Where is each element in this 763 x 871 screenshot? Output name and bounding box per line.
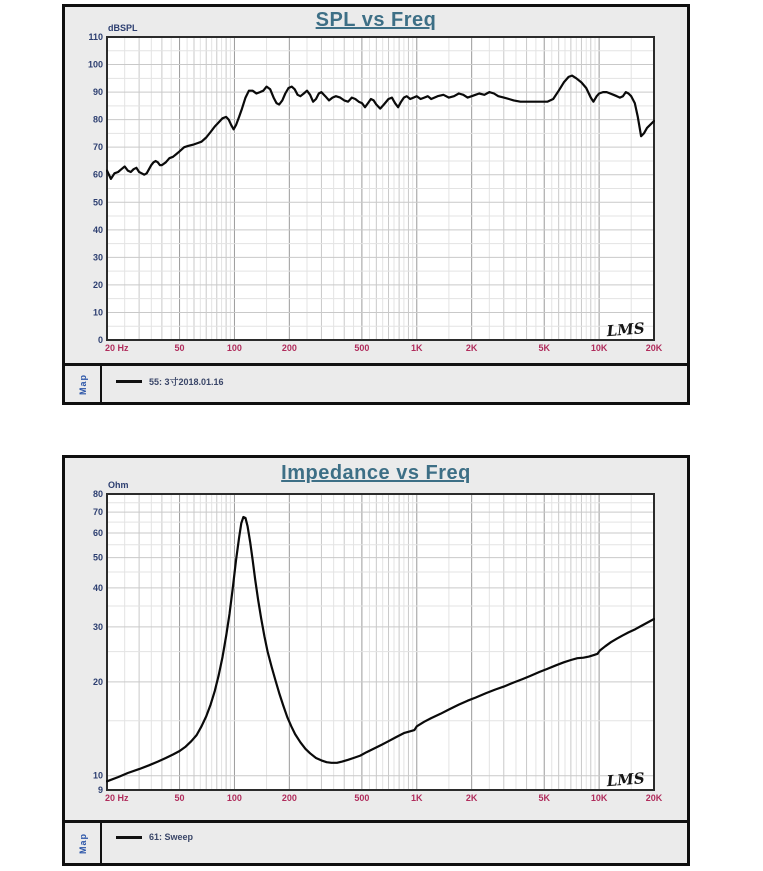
legend-label: 61: Sweep [149,832,194,842]
impedance-legend-row [65,820,687,863]
legend-line-swatch [116,380,142,383]
x-tick-label: 5K [538,343,550,353]
spl-panel [62,4,690,405]
x-tick-label: 500 [354,343,370,353]
y-tick-label: 30 [92,621,103,632]
y-tick-label: 20 [92,676,103,687]
x-tick-labels [105,793,663,803]
legend-line-swatch [116,836,142,839]
y-tick-label: 40 [92,582,103,593]
y-tick-label: 9 [97,785,103,795]
x-tick-label: 2K [465,793,478,803]
y-tick-label: 60 [92,527,103,538]
x-tick-label: 20 Hz [105,793,129,803]
spl-chart-title: SPL vs Freq [315,9,437,31]
x-tick-label: 500 [354,793,370,803]
y-tick-label: 90 [92,87,103,98]
x-tick-label: 2K [465,343,478,353]
x-tick-label: 200 [281,343,297,353]
y-tick-label: 50 [92,197,103,208]
y-tick-label: 80 [92,114,103,125]
y-tick-label: 100 [87,59,103,70]
spl-legend-row [65,363,687,402]
x-tick-label: 100 [226,343,242,353]
y-tick-label: 40 [92,224,103,235]
map-tab-label: Map [77,373,88,395]
x-tick-label: 20K [645,793,663,803]
impedance-chart [62,455,690,866]
spl-chart [62,4,690,405]
y-tick-label: 60 [92,169,103,180]
spl-legend [102,366,687,402]
x-tick-label: 200 [281,793,297,803]
y-tick-label: 110 [88,32,103,42]
legend-label: 55: 3寸2018.01.16 [149,377,224,387]
y-tick-label: 10 [92,770,103,781]
map-tab[interactable] [65,366,102,402]
y-tick-label: 0 [97,335,103,345]
impedance-legend [102,823,687,863]
impedance-panel [62,455,690,866]
impedance-chart-title: Impedance vs Freq [281,462,471,484]
y-tick-label: 20 [92,279,103,290]
y-axis-unit-label: dBSPL [108,23,138,33]
y-tick-label: 30 [92,252,103,263]
y-tick-label: 80 [92,489,103,499]
x-tick-label: 1K [411,793,423,803]
x-tick-labels [105,343,663,353]
x-tick-label: 100 [226,793,242,803]
y-tick-label: 50 [92,552,103,563]
x-tick-label: 50 [174,343,185,353]
map-tab-label: Map [77,832,88,854]
x-tick-label: 20K [645,343,663,353]
legend-entry[interactable] [116,375,224,388]
lms-logo: LMS [605,319,646,341]
x-tick-label: 20 Hz [105,343,129,353]
map-tab[interactable] [65,823,102,863]
legend-entry[interactable] [116,832,193,842]
lms-logo: LMS [605,769,646,791]
y-tick-labels [93,489,103,795]
x-tick-label: 50 [174,793,185,803]
y-gridlines [107,51,654,326]
y-tick-labels [88,32,103,345]
x-tick-label: 1K [411,343,423,353]
y-tick-label: 70 [92,507,103,518]
y-tick-label: 70 [92,142,103,153]
y-tick-label: 10 [92,307,103,318]
x-tick-label: 5K [538,793,550,803]
x-tick-label: 10K [590,343,608,353]
x-tick-label: 10K [590,793,608,803]
y-axis-unit-label: Ohm [108,480,129,490]
